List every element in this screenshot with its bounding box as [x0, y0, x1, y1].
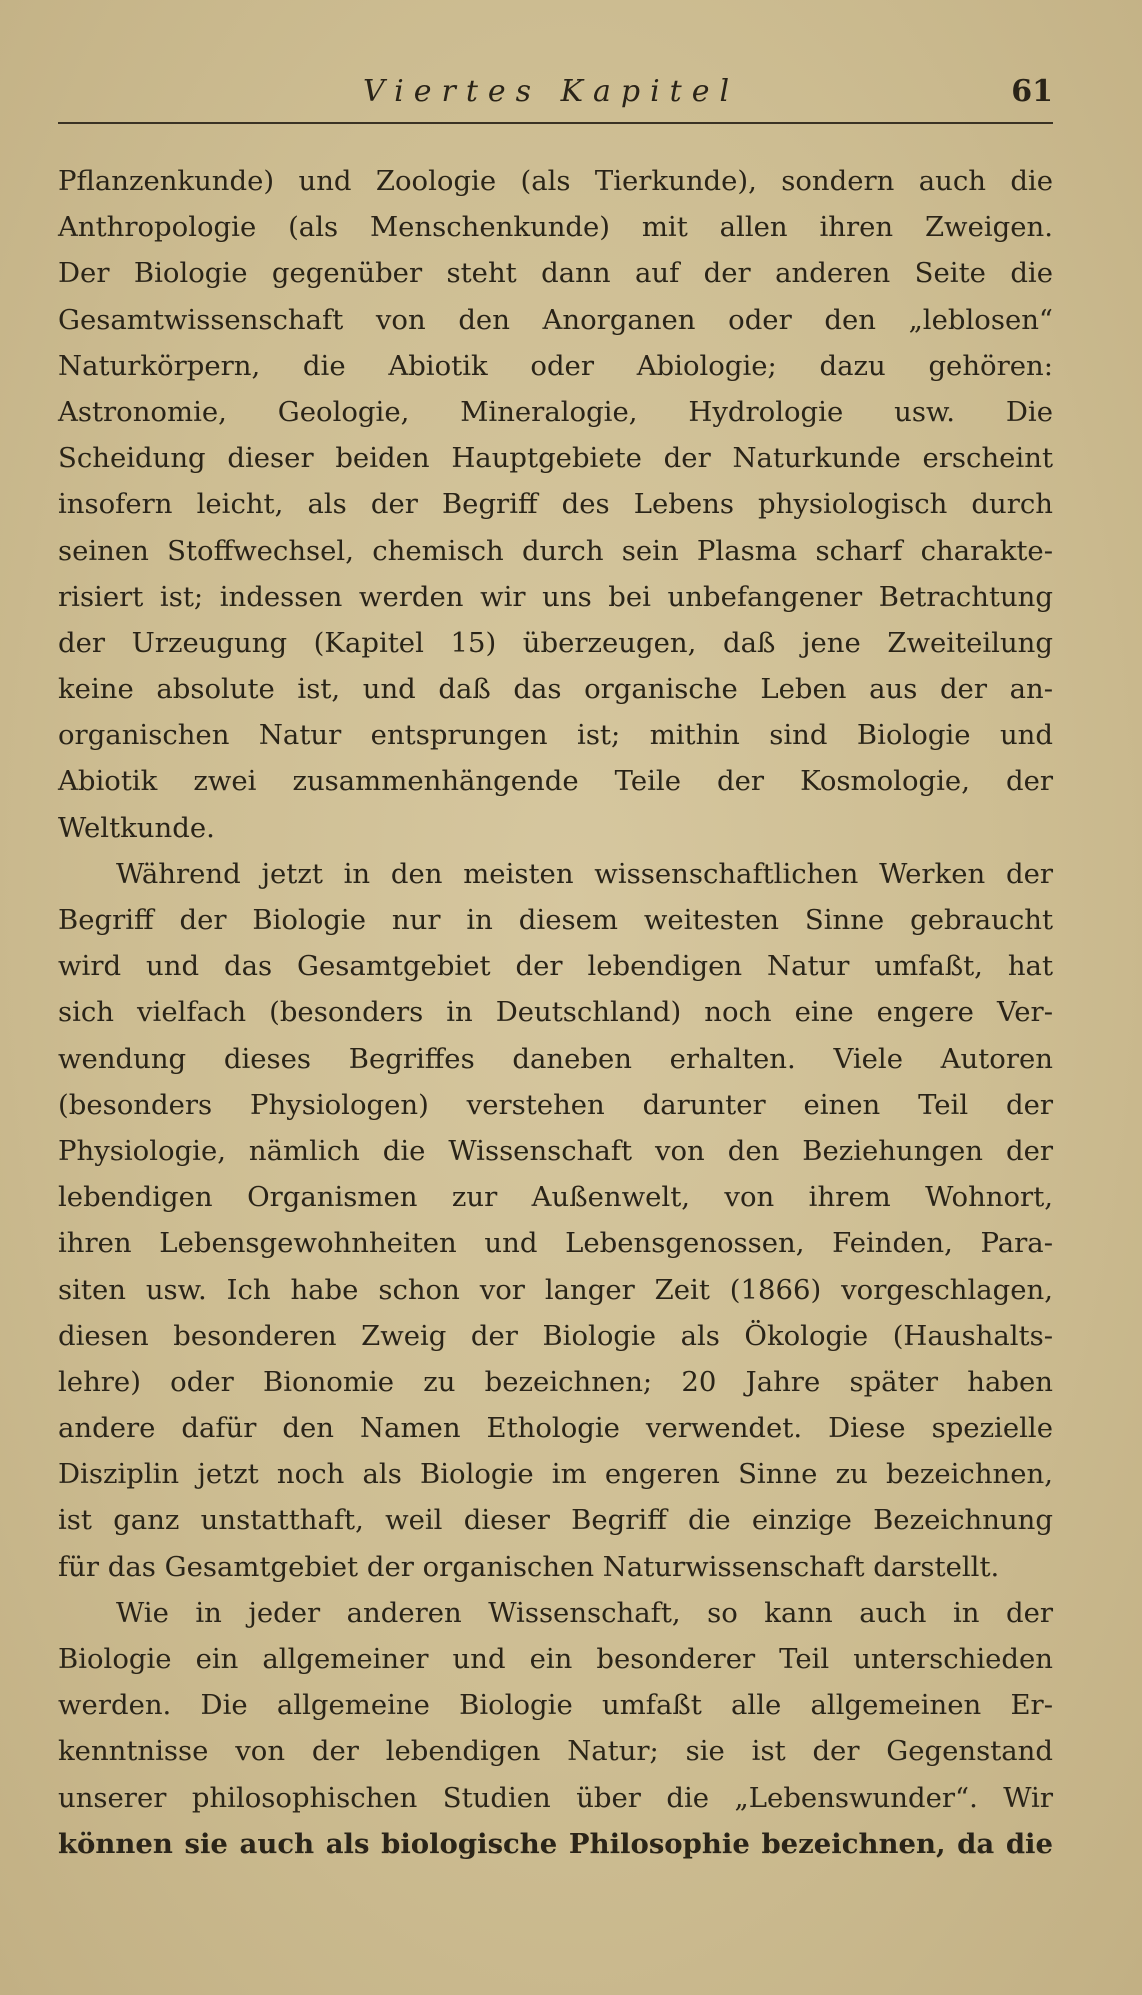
text-line: Während jetzt in den meisten wissenschaftlichen Werken der: [116, 857, 1053, 890]
text-line: kenntnisse von der lebendigen Natur; sie ist der Gegenstand: [58, 1735, 1053, 1768]
text-line: insofern leicht, als der Begriff des Lebens physiologisch durch: [58, 488, 1053, 521]
text-line: sich vielfach (besonders in Deutschland) noch eine engere Ver-: [58, 996, 1053, 1029]
text-line: Wie in jeder anderen Wissenschaft, so kann auch in der: [116, 1596, 1053, 1629]
paragraph-2: [58, 851, 1053, 1590]
paragraph-1: [58, 158, 1053, 851]
text-line: seinen Stoffwechsel, chemisch durch sein Plasma scharf charakte-: [58, 534, 1053, 567]
text-line: für das Gesamtgebiet der organischen Naturwissenschaft darstellt.: [58, 1550, 1000, 1583]
chapter-title: Viertes Kapitel: [363, 74, 740, 109]
text-line: werden. Die allgemeine Biologie umfaßt alle allgemeinen Er-: [58, 1689, 1053, 1722]
text-line: wendung dieses Begriffes daneben erhalten. Viele Autoren: [58, 1042, 1053, 1075]
text-line: Weltkunde.: [58, 811, 215, 844]
text-line: siten usw. Ich habe schon vor langer Zeit (1866) vorgeschlagen,: [58, 1273, 1053, 1306]
text-line: Naturkörpern, die Abiotik oder Abiologie; dazu gehören:: [58, 349, 1053, 382]
paragraph-3: [58, 1590, 1053, 1867]
text-line: lebendigen Organismen zur Außenwelt, von ihrem Wohnort,: [58, 1181, 1053, 1214]
text-line: Anthropologie (als Menschenkunde) mit allen ihren Zweigen.: [58, 211, 1053, 244]
body-text: [58, 158, 1053, 1867]
text-line: Disziplin jetzt noch als Biologie im engeren Sinne zu bezeichnen,: [58, 1458, 1053, 1491]
text-line: Biologie ein allgemeiner und ein besonderer Teil unterschieden: [58, 1643, 1053, 1675]
text-line: lehre) oder Bionomie zu bezeichnen; 20 Jahre später haben: [58, 1365, 1053, 1398]
text-line: (besonders Physiologen) verstehen darunter einen Teil der: [58, 1088, 1053, 1121]
text-line: Der Biologie gegenüber steht dann auf der anderen Seite die: [58, 257, 1053, 290]
text-line: unserer philosophischen Studien über die „Lebenswunder“. Wir: [58, 1781, 1053, 1814]
text-line: Begriff der Biologie nur in diesem weitesten Sinne gebraucht: [58, 904, 1053, 936]
running-header: [58, 70, 1053, 124]
text-line: können sie auch als biologische Philosophie bezeichnen, da die: [58, 1827, 1053, 1860]
text-line: der Urzeugung (Kapitel 15) überzeugen, daß jene Zweiteilung: [58, 626, 1053, 659]
text-line: Pflanzenkunde) und Zoologie (als Tierkunde), sondern auch die: [58, 165, 1053, 197]
text-line: andere dafür den Namen Ethologie verwendet. Diese spezielle: [58, 1412, 1053, 1445]
text-line: diesen besonderen Zweig der Biologie als Ökologie (Haushalts-: [58, 1319, 1053, 1352]
text-line: risiert ist; indessen werden wir uns bei unbefangener Betrachtung: [58, 580, 1053, 613]
page-number: 61: [1011, 74, 1053, 109]
text-line: wird und das Gesamtgebiet der lebendigen Natur umfaßt, hat: [58, 950, 1053, 983]
text-line: Astronomie, Geologie, Mineralogie, Hydrologie usw. Die: [58, 395, 1053, 428]
text-line: organischen Natur entsprungen ist; mithin sind Biologie und: [58, 719, 1053, 752]
text-line: ihren Lebensgewohnheiten und Lebensgenossen, Feinden, Para-: [58, 1227, 1053, 1260]
text-line: keine absolute ist, und daß das organische Leben aus der an-: [58, 673, 1053, 706]
text-line: ist ganz unstatthaft, weil dieser Begriff die einzige Bezeichnung: [58, 1504, 1053, 1537]
text-line: Gesamtwissenschaft von den Anorganen oder den „leblosen“: [58, 303, 1053, 336]
text-line: Abiotik zwei zusammenhängende Teile der Kosmologie, der: [58, 765, 1053, 798]
text-line: Scheidung dieser beiden Hauptgebiete der Naturkunde erscheint: [58, 442, 1053, 475]
text-line: Physiologie, nämlich die Wissenschaft von den Beziehungen der: [58, 1134, 1053, 1167]
